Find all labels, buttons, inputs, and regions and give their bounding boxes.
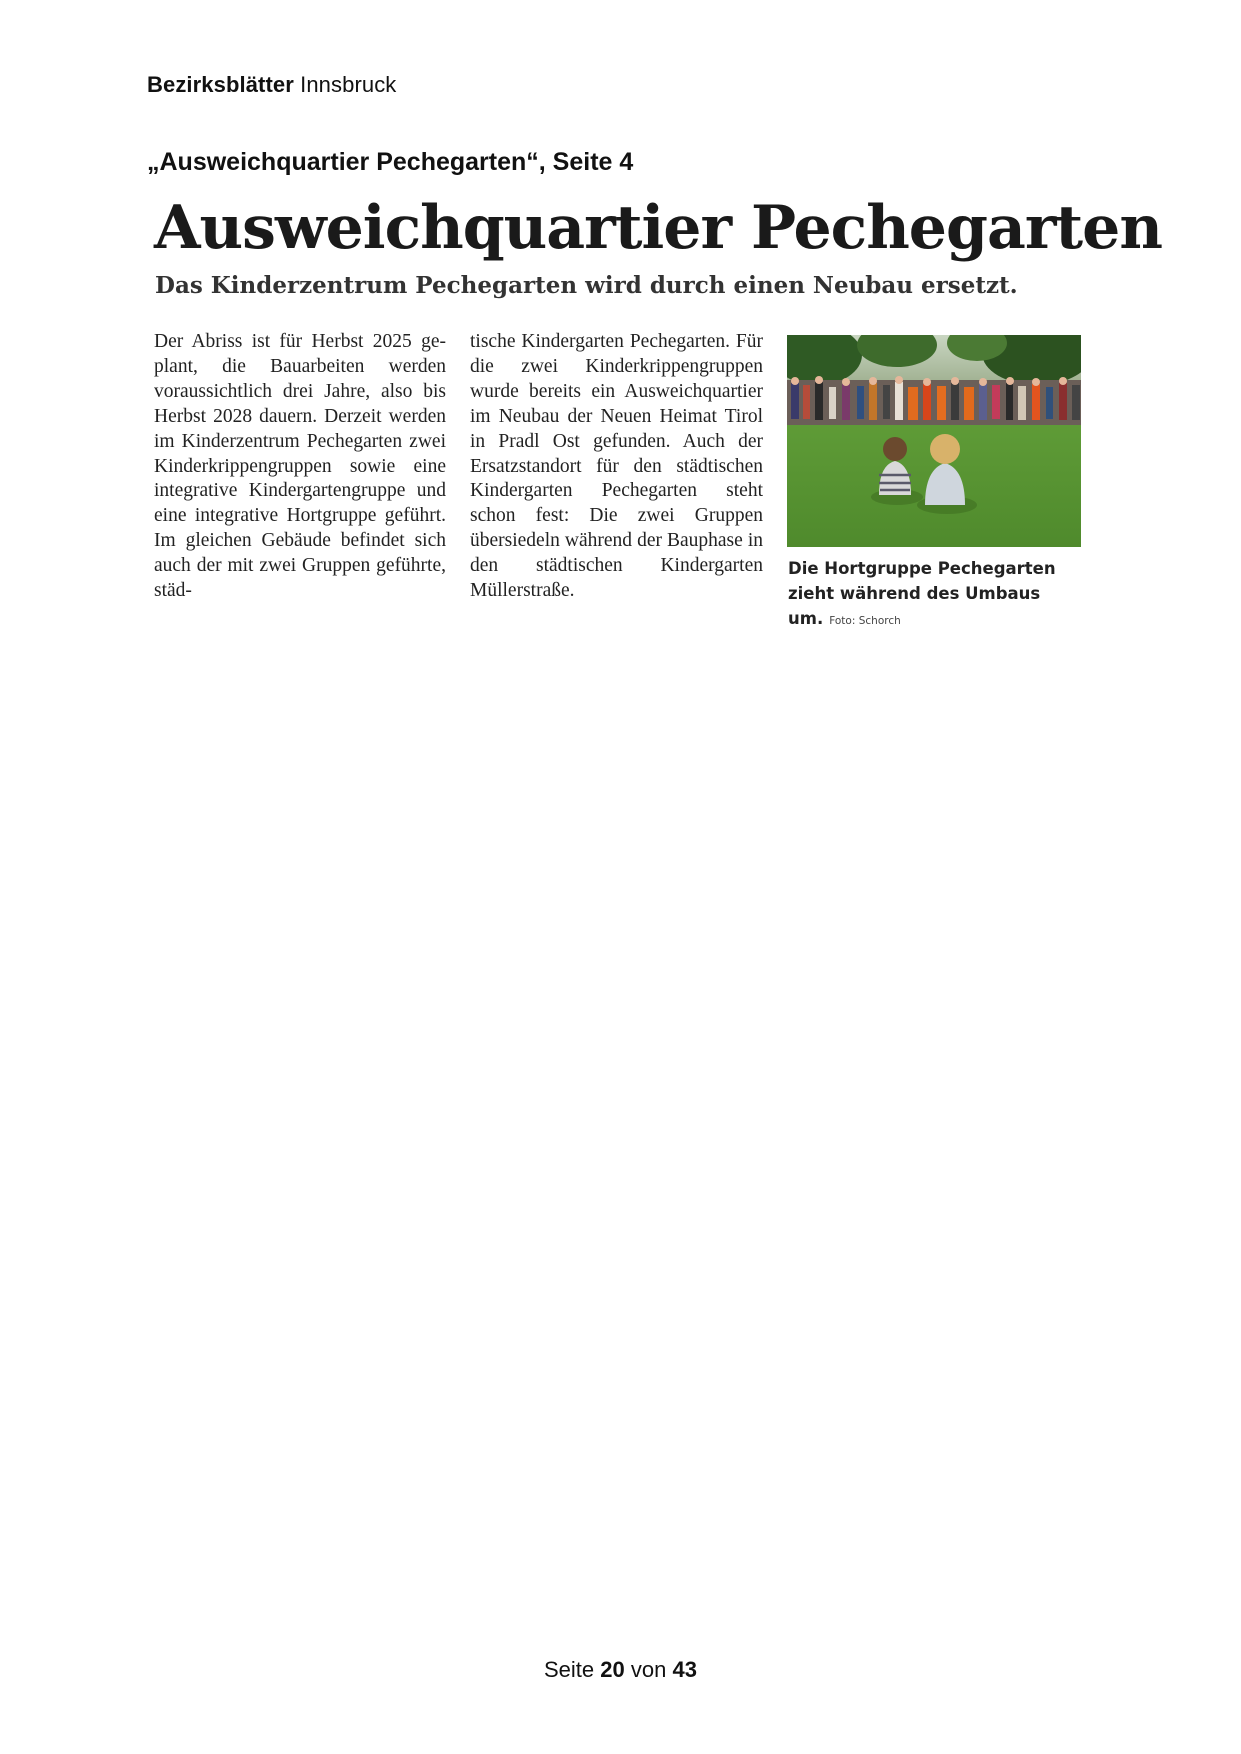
clip-reference: „Ausweichquartier Pechegarten“, Seite 4: [147, 148, 634, 176]
publication-name: [147, 72, 396, 98]
total-page-count: 43: [672, 1657, 697, 1682]
article-photo: [787, 335, 1081, 547]
photo-caption: [788, 556, 1088, 634]
publication-name-bold: Bezirksblätter: [147, 72, 294, 97]
article-headline: Ausweichquartier Pechegarten: [154, 193, 1162, 263]
footer-prefix: Seite: [544, 1657, 595, 1682]
article-column-1: Der Abriss ist für Herbst 2025 geplant, die Bauarbeiten werden voraussichtlich drei Jahre, also bis Herbst 2028 dauern. Derzeit werden im Kinderzentrum Pechegarten zwei Kinderkrippengruppen sowie eine integrative Kindergartengruppe und eine integrative Hortgruppe geführt. Im gleichen Gebäude befindet sich auch der mit zwei Gruppen geführte, städ-: [154, 331, 446, 602]
article-column-2: tische Kindergarten Pechegarten. Für die zwei Kinderkrippengruppen wurde bereits ein Ausweichquartier im Neubau der Neuen Heimat Tirol in Pradl Ost gefunden. Auch der Ersatzstandort für den städtischen Kindergarten Pechegarten steht schon fest: Die zwei Gruppen übersiedeln während der Bauphase in den städtischen Kindergarten Müllerstraße.: [470, 331, 763, 602]
photo-credit: Foto: Schorch: [829, 615, 901, 627]
footer-middle: von: [630, 1657, 667, 1682]
publication-name-region: Innsbruck: [300, 72, 397, 97]
page-footer: [0, 1657, 1241, 1683]
photo-caption-text: Die Hortgruppe Pechegarten zieht während des Umbaus um.: [788, 559, 1056, 628]
current-page-number: 20: [600, 1657, 625, 1682]
article-subheadline: Das Kinderzentrum Pechegarten wird durch einen Neubau ersetzt.: [155, 272, 1018, 299]
park-scene-illustration: [787, 335, 1081, 547]
